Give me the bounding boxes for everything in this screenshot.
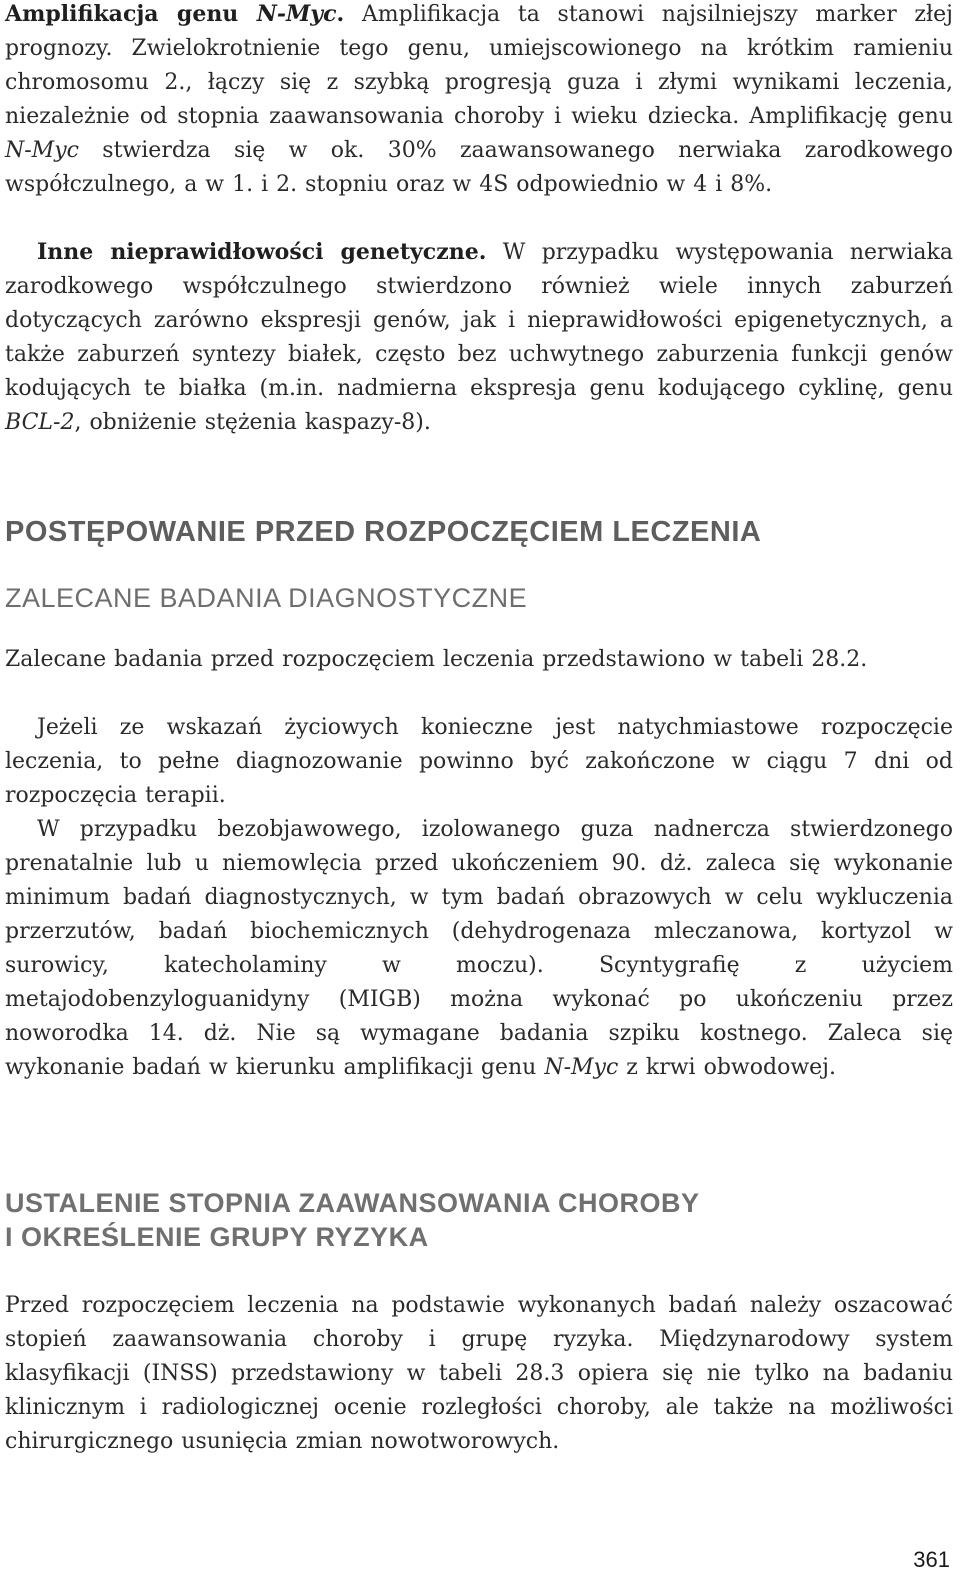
- paragraph-n-myc-amplification: [5, 0, 953, 202]
- paragraph-lead: Inne nieprawidłowości genetyczne.: [37, 239, 487, 265]
- paragraph-text: W przypadku występowania nerwiaka zarodkowego współczulnego stwierdzono również wiele innych zaburzeń dotyczących zarówno ekspresji genów, jak i nieprawidłowości epigenetycznych, a także zaburzeń syntezy białek, często bez uchwytnego zaburzenia funkcji genów kodujących te białka (m.in. nadmierna ekspresja genu kodującego cyklinę, genu: [5, 240, 953, 401]
- subsection-heading-diagnostics: ZALECANE BADANIA DIAGNOSTYCZNE: [5, 583, 528, 613]
- gene-name: BCL-2: [5, 410, 75, 435]
- paragraph-staging-risk: Przed rozpoczęciem leczenia na podstawie wykonanych badań należy oszacować stopień zaawansowania choroby i grupę ryzyka. Międzynarodowy system klasyfikacji (INSS) przedstawiony w tabeli 28.3 opiera się nie tylko na badaniu klinicznym i radiologicznej ocenie rozległości choroby, ale także na możliwości chirurgicznego usunięcia zmian nowotworowych.: [5, 1293, 953, 1454]
- paragraph-lead: Amplifikacja genu N-Myc.: [5, 1, 345, 27]
- section-heading-staging-line1: USTALENIE STOPNIA ZAAWANSOWANIA CHOROBY: [5, 1188, 700, 1218]
- paragraph-text: W przypadku bezobjawowego, izolowanego guza nadnercza stwierdzonego prenatalnie lub u niemowlęcia przed ukończeniem 90. dż. zaleca się wykonanie minimum badań diagnostycznych, w tym badań obrazowych w celu wykluczenia przerzutów, badań biochemicznych (dehydrogenaza mleczanowa, kortyzol w surowicy, katecholaminy w moczu). Scyntygrafię z użyciem metajodobenzyloguanidyny (MIGB) można wykonać po ukończeniu przez noworodka 14. dż. Nie są wymagane badania szpiku kostnego. Zaleca się wykonanie badań w kierunku amplifikacji genu: [5, 817, 953, 1080]
- page-number: 361: [913, 1547, 950, 1572]
- paragraph-text: z krwi obwodowej.: [618, 1055, 836, 1080]
- paragraph-text: , obniżenie stężenia kaspazy-8).: [74, 410, 431, 435]
- section-heading-pre-treatment: POSTĘPOWANIE PRZED ROZPOCZĘCIEM LECZENIA: [5, 516, 762, 548]
- paragraph-other-genetic-abnormalities: [5, 235, 953, 440]
- paragraph-asymptomatic-tumor: [5, 813, 953, 1085]
- paragraph-text: stwierdza się w ok. 30% zaawansowanego nerwiaka zarodkowego współczulnego, a w 1. i 2. stopniu oraz w 4S odpowiednio w 4 i 8%.: [5, 138, 953, 197]
- section-heading-staging-line2: I OKREŚLENIE GRUPY RYZYKA: [5, 1222, 429, 1252]
- paragraph-text: Amplifikacja ta stanowi najsilniejszy marker złej prognozy. Zwielokrotnienie tego genu, umiejscowionego na krótkim ramieniu chromosomu 2., łączy się z szybką progresją guza i złymi wynikami leczenia, niezależnie od stopnia zaawansowania choroby i wieku dziecka. Amplifikację genu: [5, 2, 953, 129]
- gene-name: N-Myc: [544, 1055, 619, 1080]
- paragraph-urgent-treatment: Jeżeli ze wskazań życiowych konieczne jest natychmiastowe rozpoczęcie leczenia, to pełne diagnozowanie powinno być zakończone w ciągu 7 dni od rozpoczęcia terapii.: [5, 715, 953, 808]
- paragraph-recommended-tests: Zalecane badania przed rozpoczęciem leczenia przedstawiono w tabeli 28.2.: [5, 647, 868, 672]
- gene-name: N-Myc: [5, 138, 79, 163]
